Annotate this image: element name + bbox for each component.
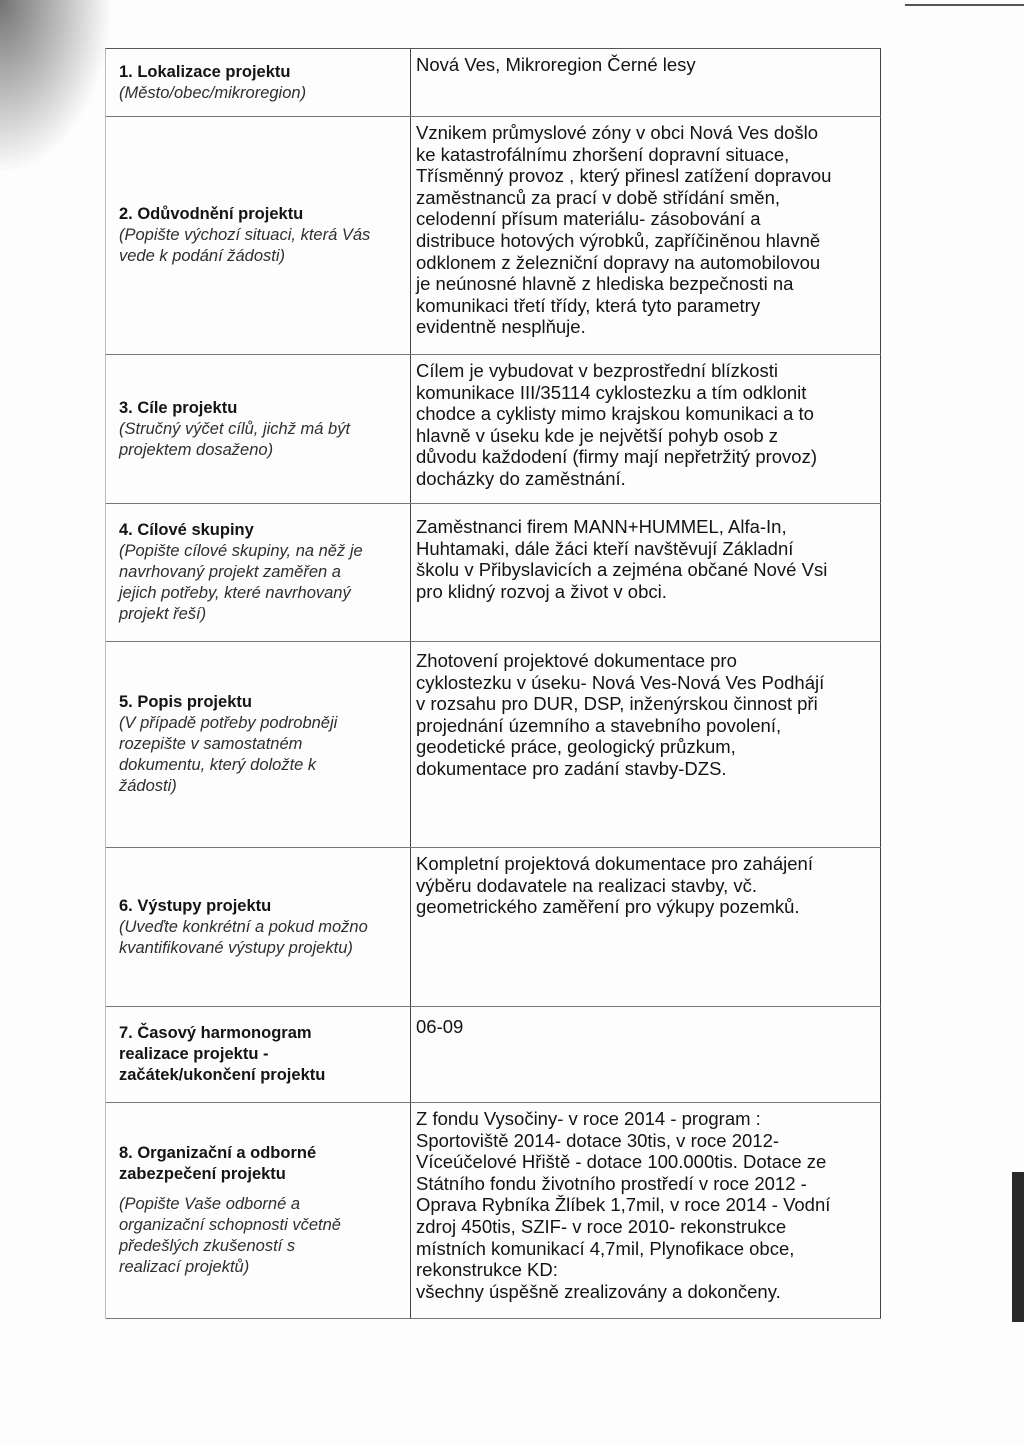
row-3-value-line: docházky do zaměstnání.: [416, 467, 626, 489]
row-8-value-line: Sportoviště 2014- dotace 30tis, v roce 2012-: [416, 1129, 780, 1151]
row-2-label-cell: [106, 117, 411, 354]
row-8-value-line: Oprava Rybníka Žlíbek 1,7mil, v roce 2014 - Vodní: [416, 1194, 831, 1216]
form-row-1: [106, 49, 881, 117]
row-8-value-cell: [411, 1103, 881, 1318]
row-1-label-cell: [106, 49, 411, 116]
form-row-8: [106, 1103, 881, 1319]
row-2-value-line: evidentně nesplňuje.: [416, 316, 586, 338]
row-3-value-line: chodce a cyklisty mimo krajskou komunikaci a to: [416, 403, 814, 425]
row-8-hint: (Popište Vaše odborné a: [119, 1195, 301, 1213]
row-5-label-cell: [106, 642, 411, 847]
row-1-title: 1. Lokalizace projektu: [119, 62, 291, 81]
row-2-value-line: zaměstnanců za prací v době střídání směn,: [416, 186, 781, 208]
row-8-value-line: místních komunikací 4,7mil, Plynofikace obce,: [416, 1237, 795, 1259]
scan-edge-line: [905, 4, 1024, 6]
row-6-value-line: geometrického zaměření pro výkupy pozemků.: [416, 896, 800, 918]
row-2-value-line: Vznikem průmyslové zóny v obci Nová Ves došlo: [416, 122, 819, 143]
row-2-value-cell: [411, 117, 881, 354]
row-7-title: realizace projektu -: [119, 1045, 269, 1063]
row-5-value-line: dokumentace pro zadání stavby-DZS.: [416, 757, 727, 779]
row-2-value-line: odklonem z železniční dopravy na automobilovou: [416, 251, 821, 273]
row-5-value-cell: [411, 642, 881, 847]
row-4-hint: (Popište cílové skupiny, na něž je: [119, 542, 363, 560]
row-1-value-line: Nová Ves, Mikroregion Černé lesy: [416, 54, 696, 75]
row-4-value-line: školu v Přibyslavicích a zejména občané Nové Vsi: [416, 559, 828, 581]
row-8-hint: organizační schopnosti včetně: [119, 1216, 341, 1234]
row-5-value-line: v rozsahu pro DUR, DSP, inženýrskou činnost při: [416, 693, 818, 715]
scan-shadow: [0, 0, 110, 170]
row-4-hint: navrhovaný projekt zaměřen a: [119, 563, 341, 581]
row-3-label-cell: [106, 355, 411, 503]
row-8-title: 8. Organizační a odborné: [119, 1144, 317, 1162]
row-3-title: 3. Cíle projektu: [119, 398, 238, 417]
row-2-value-line: distribuce hotových výrobků, zapříčiněnou hlavně: [416, 229, 821, 251]
form-row-4: [106, 504, 881, 642]
row-2-title: 2. Odůvodnění projektu: [119, 205, 304, 223]
row-8-value-line: Státního fondu životního prostředí v roce 2012 -: [416, 1172, 807, 1194]
row-7-title: začátek/ukončení projektu: [119, 1066, 326, 1084]
row-6-label-cell: [106, 848, 411, 1006]
row-2-value-line: Třísměnný provoz , který přinesl zatížení dopravou: [416, 165, 832, 187]
row-5-value-line: geodetické práce, geologický průzkum,: [416, 736, 736, 758]
row-4-value-line: Huhtamaki, dále žáci kteří navštěvují Základní: [416, 537, 794, 559]
row-3-value-line: Cílem je vybudovat v bezprostřední blízkosti: [416, 360, 778, 381]
row-3-hint: projektem dosaženo): [119, 440, 274, 459]
form-row-3: [106, 355, 881, 504]
row-4-value-line: pro klidný rozvoj a život v obci.: [416, 580, 667, 602]
row-8-value-line: rekonstrukce KD:: [416, 1259, 558, 1281]
row-6-value-line: výběru dodavatele na realizaci stavby, vč.: [416, 874, 758, 896]
row-6-title: 6. Výstupy projektu: [119, 896, 272, 915]
row-6-hint: kvantifikované výstupy projektu): [119, 938, 353, 957]
row-2-value-line: celodenní přísum materiálu- zásobování a: [416, 208, 761, 230]
row-5-hint: (V případě potřeby podrobněji: [119, 714, 338, 732]
form-row-2: [106, 117, 881, 355]
row-8-label-cell: [106, 1103, 411, 1318]
row-6-hint: (Uveďte konkrétní a pokud možno: [119, 917, 368, 936]
row-2-value-line: ke katastrofálnímu zhoršení dopravní situace,: [416, 143, 790, 165]
row-8-value-line: zdroj 450tis, SZIF- v roce 2010- rekonstrukce: [416, 1215, 787, 1237]
row-8-value-line: Z fondu Vysočiny- v roce 2014 - program :: [416, 1108, 761, 1129]
row-7-value-cell: [411, 1007, 881, 1102]
row-4-hint: projekt řeší): [119, 605, 207, 623]
row-3-value-cell: [411, 355, 881, 503]
project-form-table: [105, 48, 881, 1319]
row-8-hint: předešlých zkušeností s: [119, 1237, 296, 1255]
row-3-value-line: důvodu každodení (firmy mají nepřetržitý provoz): [416, 446, 818, 468]
row-1-value-cell: [411, 49, 881, 116]
scan-edge-strip: [1012, 1172, 1024, 1322]
row-8-value-line: Víceúčelové Hřiště - dotace 100.000tis. Dotace ze: [416, 1151, 827, 1173]
row-8-title: zabezpečení projektu: [119, 1165, 286, 1183]
row-6-value-cell: [411, 848, 881, 1006]
row-8-hint: realizací projektů): [119, 1258, 250, 1276]
row-2-value-line: je neúnosné hlavně z hlediska bezpečnosti na: [416, 273, 794, 295]
row-3-value-line: hlavně v úseku kde je největší pohyb osob z: [416, 424, 779, 446]
row-4-title: 4. Cílové skupiny: [119, 521, 254, 539]
row-7-value-line: 06-09: [416, 1016, 464, 1037]
row-5-title: 5. Popis projektu: [119, 693, 252, 711]
row-5-hint: dokumentu, který doložte k: [119, 756, 317, 774]
row-6-value-line: Kompletní projektová dokumentace pro zahájení: [416, 853, 813, 874]
row-7-label-cell: [106, 1007, 411, 1102]
row-8-value-line: všechny úspěšně zrealizovány a dokončeny.: [416, 1280, 781, 1302]
row-5-value-line: cyklostezku v úseku- Nová Ves-Nová Ves Podhájí: [416, 671, 825, 693]
row-3-hint: (Stručný výčet cílů, jichž má být: [119, 419, 351, 438]
row-1-hint: (Město/obec/mikroregion): [119, 83, 307, 102]
row-2-value-line: komunikaci třetí třídy, která tyto parametry: [416, 294, 761, 316]
row-5-value-line: Zhotovení projektové dokumentace pro: [416, 650, 737, 671]
form-row-6: [106, 848, 881, 1007]
row-4-value-cell: [411, 504, 881, 641]
row-7-title: 7. Časový harmonogram: [119, 1024, 312, 1042]
row-2-hint: vede k podání žádosti): [119, 247, 286, 265]
row-4-value-line: Zaměstnanci firem MANN+HUMMEL, Alfa-In,: [416, 516, 787, 537]
row-5-hint: rozepište v samostatném: [119, 735, 303, 753]
form-row-7: [106, 1007, 881, 1103]
row-4-hint: jejich potřeby, které navrhovaný: [119, 584, 351, 602]
form-row-5: [106, 642, 881, 848]
row-3-value-line: komunikace III/35114 cyklostezku a tím odklonit: [416, 381, 807, 403]
row-2-hint: (Popište výchozí situaci, která Vás: [119, 226, 371, 244]
row-5-value-line: projednání územního a stavebního povolení,: [416, 714, 782, 736]
row-5-hint: žádosti): [119, 777, 177, 795]
row-4-label-cell: [106, 504, 411, 641]
